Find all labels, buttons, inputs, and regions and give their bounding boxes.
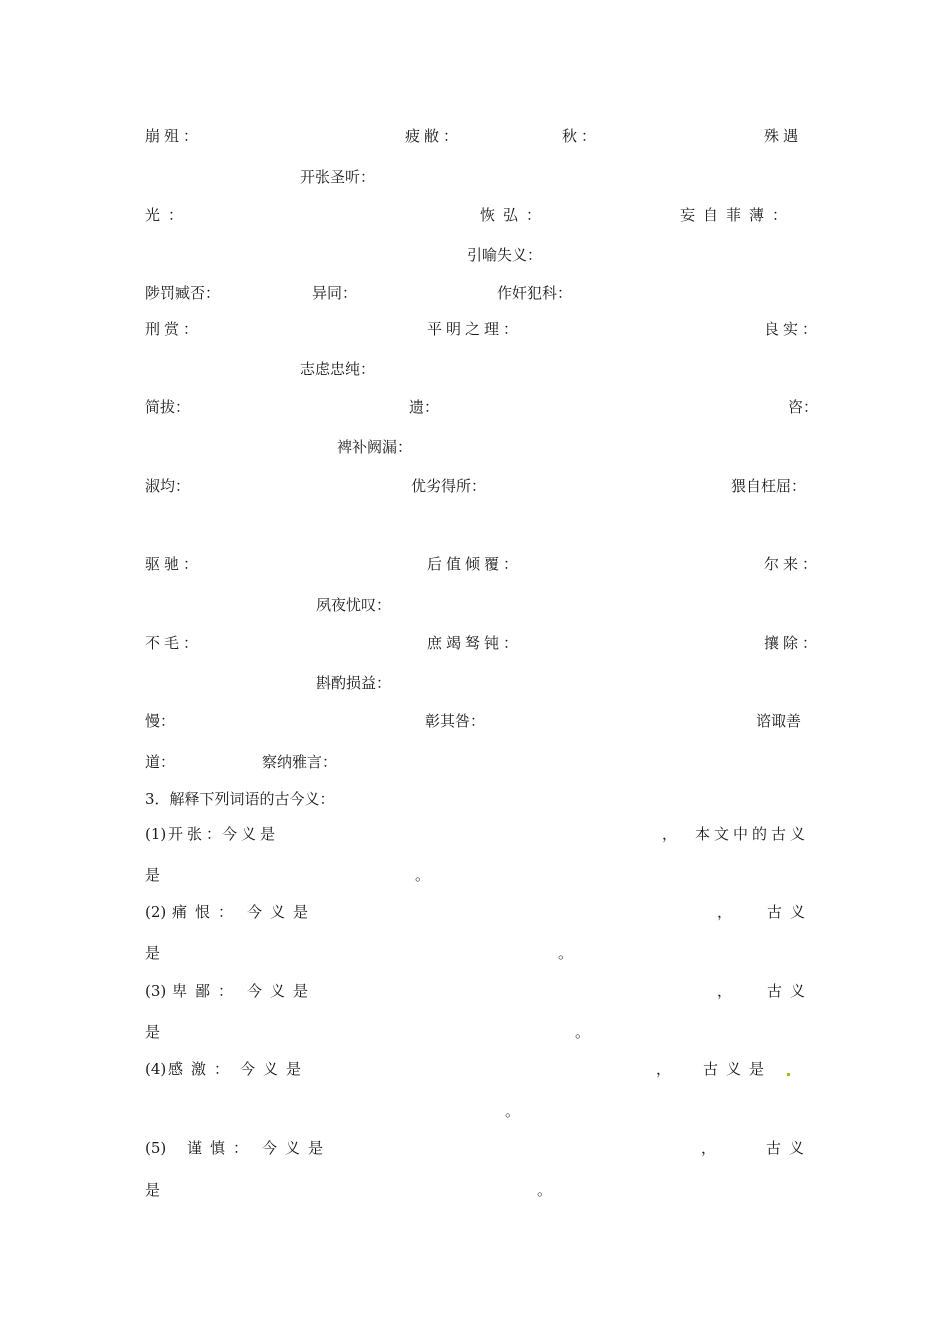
- term-kaizhangshengting: 开张圣听：: [300, 168, 376, 186]
- item-1-cont: 是: [145, 866, 161, 884]
- term-chanayayan: 察纳雅言：: [262, 753, 338, 771]
- item-3-old: 古义: [767, 982, 814, 1000]
- item-2-now: 今义是: [247, 903, 317, 921]
- term-yinyushiyi: 引喻失义：: [467, 246, 543, 264]
- term-shuyu: 殊遇: [764, 127, 803, 145]
- term-zhilvzhongchun: 志虑忠纯：: [300, 360, 376, 378]
- term-bumao: 不毛：: [145, 634, 203, 652]
- item-1-old: 本文中的古义: [695, 825, 810, 843]
- term-man: 慢：: [145, 712, 176, 730]
- item-1-comma: ，: [662, 825, 678, 843]
- term-rangchu: 攘除：: [764, 634, 822, 652]
- term-yitong: 异同：: [312, 284, 358, 302]
- item-5-end: 。: [537, 1181, 553, 1199]
- item-3-cont: 是: [145, 1023, 161, 1041]
- term-bibuquelou: 裨补阙漏：: [337, 438, 413, 456]
- item-4-prefix: (4): [145, 1060, 167, 1078]
- item-3-end: 。: [575, 1023, 591, 1041]
- term-qiu: 秋：: [562, 127, 601, 145]
- item-5-comma: ，: [701, 1139, 717, 1157]
- item-1-end: 。: [415, 866, 431, 884]
- item-5-old: 古义: [766, 1139, 813, 1157]
- term-houzhiqingfu: 后值倾覆：: [427, 555, 523, 573]
- item-4-word: 感激：: [168, 1060, 238, 1078]
- term-zhenzhuosunyi: 斟酌损益：: [316, 674, 392, 692]
- highlight-marker: [787, 1073, 790, 1076]
- term-bengcu: 崩殂：: [145, 127, 203, 145]
- item-3-now: 今义是: [247, 982, 317, 1000]
- item-2-word: 痛恨：: [172, 903, 242, 921]
- item-3-word: 卑鄙：: [172, 982, 242, 1000]
- term-jianba: 简拔：: [145, 398, 191, 416]
- item-3-prefix: (3): [145, 982, 167, 1000]
- section-3-heading: 3．解释下列词语的古今义：: [145, 790, 335, 808]
- term-pingmingzhili: 平明之理：: [427, 320, 523, 338]
- item-2-prefix: (2): [145, 903, 167, 921]
- item-1-prefix: (1): [145, 825, 167, 843]
- term-quchi: 驱驰：: [145, 555, 203, 573]
- item-4-end: 。: [505, 1102, 521, 1120]
- term-guang: 光：: [145, 206, 192, 224]
- item-5-cont: 是: [145, 1181, 161, 1199]
- item-5-word: 谨慎：: [187, 1139, 257, 1157]
- term-shujun: 淑均：: [145, 477, 191, 495]
- item-4-now: 今义是: [240, 1060, 310, 1078]
- term-youliedesuo: 优劣得所：: [411, 477, 487, 495]
- term-liangshi: 良实：: [764, 320, 822, 338]
- term-weiziwangqu: 猥自枉屈：: [731, 477, 807, 495]
- term-zuojianfanke: 作奸犯科：: [497, 284, 573, 302]
- item-4-comma: ，: [656, 1060, 672, 1078]
- term-pibi: 疲敝：: [405, 127, 463, 145]
- term-erlai: 尔来：: [764, 555, 822, 573]
- item-5-prefix: (5): [145, 1139, 167, 1157]
- term-zizoushan: 谘诹善: [756, 712, 802, 730]
- item-2-cont: 是: [145, 944, 161, 962]
- item-2-old: 古义: [767, 903, 814, 921]
- term-huihong: 恢弘：: [480, 206, 550, 224]
- term-zhifazangpi: 陟罚臧否：: [145, 284, 221, 302]
- item-3-comma: ，: [717, 982, 733, 1000]
- term-shujienudun: 庶竭驽钝：: [427, 634, 523, 652]
- item-2-comma: ，: [717, 903, 733, 921]
- item-1-word: 开张：: [168, 825, 226, 843]
- term-xingshang: 刑赏：: [145, 320, 203, 338]
- term-suyeyoutan: 夙夜忧叹：: [316, 596, 392, 614]
- item-5-now: 今义是: [262, 1139, 332, 1157]
- item-4-old: 古义是: [703, 1060, 773, 1078]
- term-wangzifeibao: 妄自菲薄：: [680, 206, 796, 224]
- term-zi: 咨：: [788, 398, 819, 416]
- term-dao: 道：: [145, 753, 176, 771]
- term-zhangqijiu: 彰其咎：: [425, 712, 486, 730]
- term-wei: 遗：: [409, 398, 440, 416]
- item-2-end: 。: [558, 944, 574, 962]
- item-1-now: 今义是: [222, 825, 280, 843]
